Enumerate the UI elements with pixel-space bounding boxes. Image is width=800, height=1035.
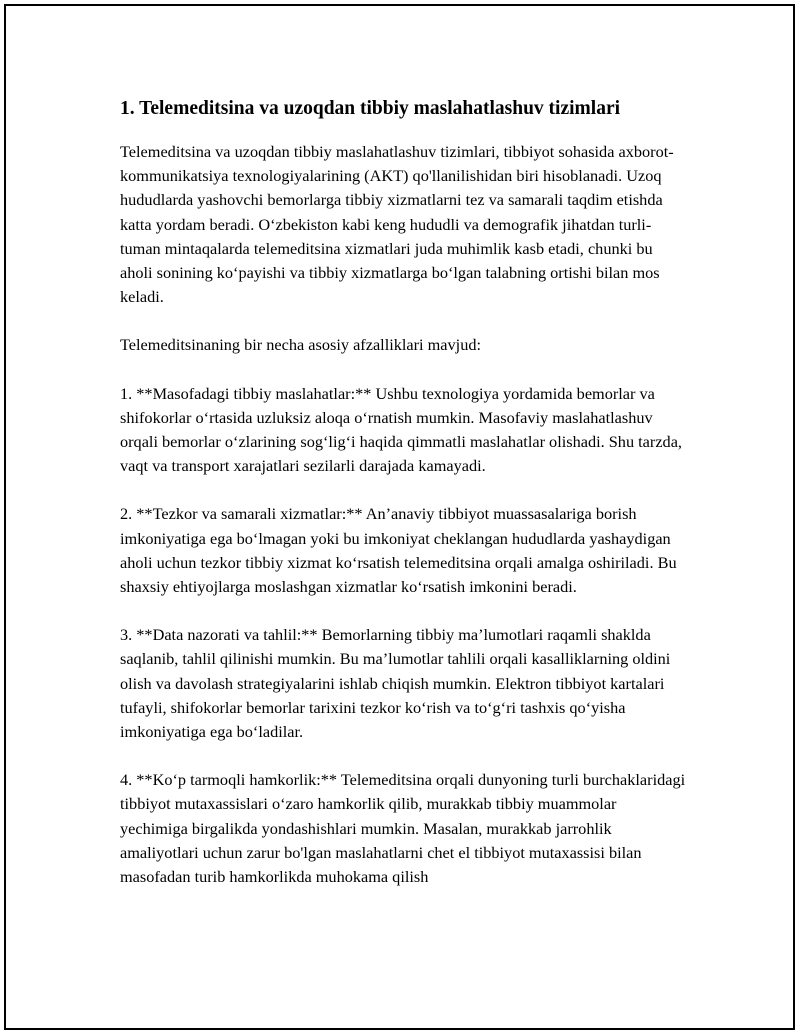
- paragraph-remote-consultations: 1. **Masofadagi tibbiy maslahatlar:** Ushbu texnologiya yordamida bemorlar va shifokorlar o‘rtasida uzluksiz aloqa o‘rnatish mumkin. Masofaviy maslahatlashuv orqali bemorlar o‘zlarining sog‘lig‘i haqida qimmatli maslahatlar olishadi. Shu tarzda, vaqt va transport xarajatlari sezilarli darajada kamayadi.: [120, 383, 682, 476]
- document-content: [120, 96, 686, 913]
- section-heading: 1. Telemeditsina va uzoqdan tibbiy maslahatlashuv tizimlari: [120, 98, 621, 119]
- document-page: [4, 4, 795, 1030]
- paragraph-advantages-lead: Telemeditsinaning bir necha asosiy afzalliklari mavjud:: [120, 335, 482, 355]
- paragraph-data-analysis: 3. **Data nazorati va tahlil:** Bemorlarning tibbiy ma’lumotlari raqamli shaklda saqlanib, tahlil qilinishi mumkin. Bu ma’lumotlar tahlili orqali kasalliklarning oldini olish va davolash strategiyalarini ishlab chiqish mumkin. Elektron tibbiyot kartalari tufayli, shifokorlar bemorlar tarixini tezkor ko‘rish va to‘g‘ri tashxis qo‘yisha imkoniyatiga ega bo‘ladilar.: [120, 625, 671, 742]
- paragraph-intro: Telemeditsina va uzoqdan tibbiy maslahatlashuv tizimlari, tibbiyot sohasida axborot-kommunikatsiya texnologiyalarining (AKT) qo'llanilishidan biri hisoblanadi. Uzoq hududlarda yashovchi bemorlarga tibbiy xizmatlarni tez va samarali taqdim etishda katta yordam beradi. O‘zbekiston kabi keng hududli va demografik jihatdan turli-tuman mintaqalarda telemeditsina xizmatlari juda muhimlik kasb etadi, chunki bu aholi sonining ko‘payishi va tibbiy xizmatlarga bo‘lgan talabning ortishi bilan mos keladi.: [120, 142, 674, 307]
- paragraph-fast-services: 2. **Tezkor va samarali xizmatlar:** An’anaviy tibbiyot muassasalariga borish imkoniyatiga ega bo‘lmagan yoki bu imkoniyat cheklangan hududlarda yashaydigan aholi uchun tezkor tibbiy xizmat ko‘rsatish telemeditsina orqali amalga oshiriladi. Bu shaxsiy ehtiyojlarga moslashgan xizmatlar ko‘rsatish imkonini beradi.: [120, 504, 677, 597]
- paragraph-collaboration: 4. **Ko‘p tarmoqli hamkorlik:** Telemeditsina orqali dunyoning turli burchaklaridagi tibbiyot mutaxassislari o‘zaro hamkorlik qilib, murakkab tibbiy muammolar yechimiga birgalikda yondashishlari mumkin. Masalan, murakkab jarrohlik amaliyotlari uchun zarur bo'lgan maslahatlarni chet el tibbiyot mutaxassisi bilan masofadan turib hamkorlikda muhokama qilish: [120, 770, 686, 887]
